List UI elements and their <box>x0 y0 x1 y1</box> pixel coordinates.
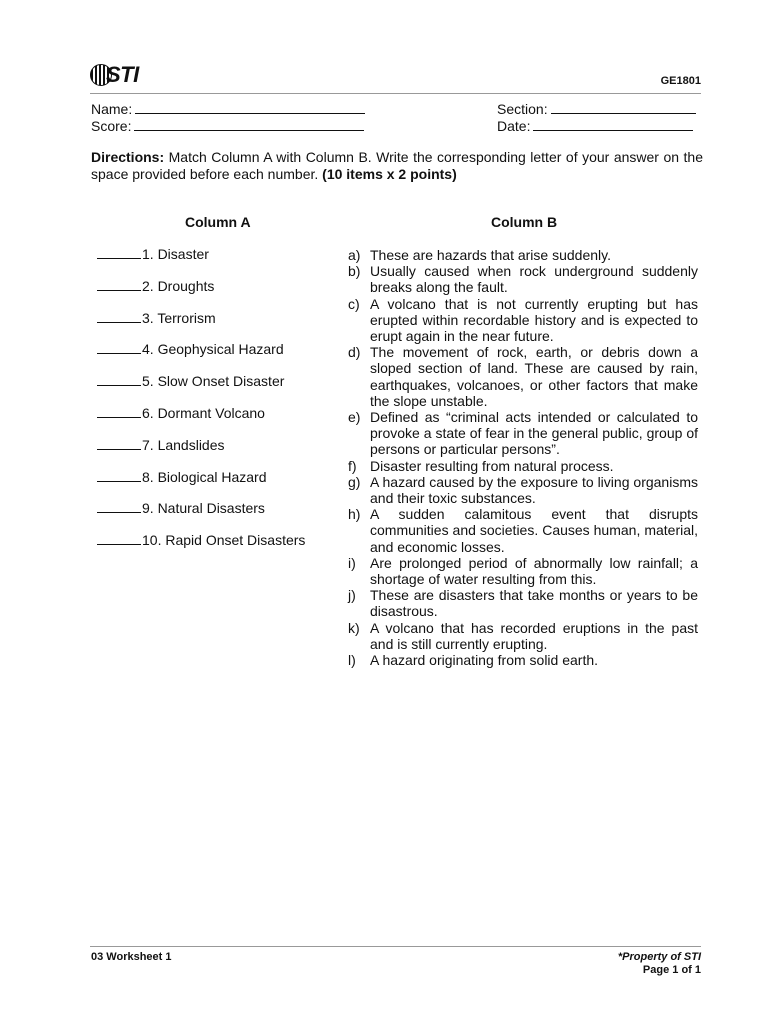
directions-label: Directions: <box>91 149 165 165</box>
footer-right <box>618 951 701 977</box>
column-a-item <box>97 341 305 373</box>
choice-letter: j) <box>348 587 356 604</box>
column-b-item <box>348 620 698 652</box>
choice-text: A volcano that has recorded eruptions in the past and is still currently erupting. <box>370 619 698 652</box>
choice-letter: b) <box>348 263 361 280</box>
score-label: Score: <box>91 118 132 134</box>
choice-letter: f) <box>348 457 357 474</box>
column-b-item <box>348 555 698 587</box>
column-b-item <box>348 263 698 295</box>
column-a-title: Column A <box>185 214 251 230</box>
column-a-item-text: 6. Dormant Volcano <box>142 404 265 421</box>
column-a-item-text: 3. Terrorism <box>142 309 216 326</box>
column-b-list <box>348 247 698 668</box>
column-a-item <box>97 469 305 501</box>
course-code: GE1801 <box>660 75 701 87</box>
choice-letter: d) <box>348 344 361 361</box>
choice-text: A hazard originating from solid earth. <box>370 652 599 669</box>
directions-text: Match Column A with Column B. Write the corresponding letter of your answer on the space provided before each number. <box>91 149 703 182</box>
answer-blank[interactable] <box>97 469 141 482</box>
choice-letter: a) <box>348 247 361 263</box>
column-a-item-text: 5. Slow Onset Disaster <box>142 373 285 390</box>
sti-logo <box>90 62 139 88</box>
choice-letter: k) <box>348 619 360 636</box>
column-a-item <box>97 310 305 342</box>
column-a-item <box>97 500 305 532</box>
choice-text: Disaster resulting from natural process. <box>370 457 614 474</box>
directions <box>91 149 703 183</box>
name-label: Name: <box>91 101 133 117</box>
column-a-item-text: 1. Disaster <box>142 246 209 262</box>
column-a-item-text: 7. Landslides <box>142 436 225 453</box>
column-a-item <box>97 246 305 278</box>
column-b-item <box>348 587 698 619</box>
date-blank[interactable] <box>533 117 693 131</box>
section-field <box>497 100 696 118</box>
column-a-item <box>97 532 305 564</box>
header-divider <box>90 93 701 94</box>
column-a-item-text: 10. Rapid Onset Disasters <box>142 532 306 549</box>
choice-letter: c) <box>348 295 360 312</box>
column-b-title: Column B <box>491 214 558 230</box>
column-b-item <box>348 409 698 458</box>
column-a-item <box>97 437 305 469</box>
choice-text: Are prolonged period of abnormally low rainfall; a shortage of water resulting from this. <box>370 554 698 588</box>
answer-blank[interactable] <box>97 500 141 513</box>
column-a-item <box>97 278 305 310</box>
choice-text: A sudden calamitous event that disrupts communities and societies. Causes human, material, and economic losses. <box>370 506 698 555</box>
choice-letter: i) <box>348 554 356 571</box>
answer-blank[interactable] <box>97 246 141 259</box>
column-b-item <box>348 652 698 668</box>
column-b-item <box>348 458 698 474</box>
choice-letter: l) <box>348 652 356 669</box>
section-label: Section: <box>497 101 548 117</box>
column-a-item-text: 8. Biological Hazard <box>142 468 267 485</box>
choice-text: A volcano that is not currently erupting but has erupted within recordable history and is expected to erupt again in the near future. <box>370 295 698 345</box>
answer-blank[interactable] <box>97 310 141 323</box>
logo-text: STI <box>106 62 139 87</box>
score-blank[interactable] <box>134 117 364 131</box>
date-field <box>497 117 693 135</box>
date-label: Date: <box>497 118 531 134</box>
column-a-list <box>97 246 305 564</box>
choice-letter: e) <box>348 409 361 426</box>
footer-divider <box>90 946 701 947</box>
column-b-item <box>348 296 698 345</box>
choice-letter: g) <box>348 473 361 490</box>
answer-blank[interactable] <box>97 373 141 386</box>
directions-points: (10 items x 2 points) <box>322 166 457 182</box>
footer-worksheet-label: 03 Worksheet 1 <box>91 951 172 963</box>
name-blank[interactable] <box>135 100 365 114</box>
column-a-item-text: 4. Geophysical Hazard <box>142 341 284 358</box>
section-blank[interactable] <box>551 100 696 114</box>
column-b-item <box>348 247 698 263</box>
column-a-item <box>97 373 305 405</box>
choice-text: Defined as “criminal acts intended or calculated to provoke a state of fear in the general public, group of persons or particular persons”. <box>370 409 698 458</box>
choice-letter: h) <box>348 506 361 523</box>
footer-property: *Property of STI <box>617 951 701 963</box>
score-field <box>91 117 364 135</box>
name-field <box>91 100 365 118</box>
footer-page-number: Page 1 of 1 <box>642 964 701 976</box>
choice-text: The movement of rock, earth, or debris down a sloped section of land. These are caused by rain, earthquakes, volcanoes, or other factors that make the slope unstable. <box>370 344 698 409</box>
choice-text: A hazard caused by the exposure to living organisms and their toxic substances. <box>370 473 698 507</box>
answer-blank[interactable] <box>97 405 141 418</box>
choice-text: These are hazards that arise suddenly. <box>370 247 611 263</box>
column-a-item-text: 2. Droughts <box>142 277 215 294</box>
answer-blank[interactable] <box>97 341 141 354</box>
choice-text: These are disasters that take months or years to be disastrous. <box>370 587 698 620</box>
answer-blank[interactable] <box>97 532 141 545</box>
column-a-item-text: 9. Natural Disasters <box>142 500 265 517</box>
choice-text: Usually caused when rock underground suddenly breaks along the fault. <box>370 263 698 296</box>
answer-blank[interactable] <box>97 437 141 450</box>
column-a-item <box>97 405 305 437</box>
column-b-item <box>348 344 698 409</box>
column-b-item <box>348 506 698 555</box>
column-b-item <box>348 474 698 506</box>
answer-blank[interactable] <box>97 278 141 291</box>
